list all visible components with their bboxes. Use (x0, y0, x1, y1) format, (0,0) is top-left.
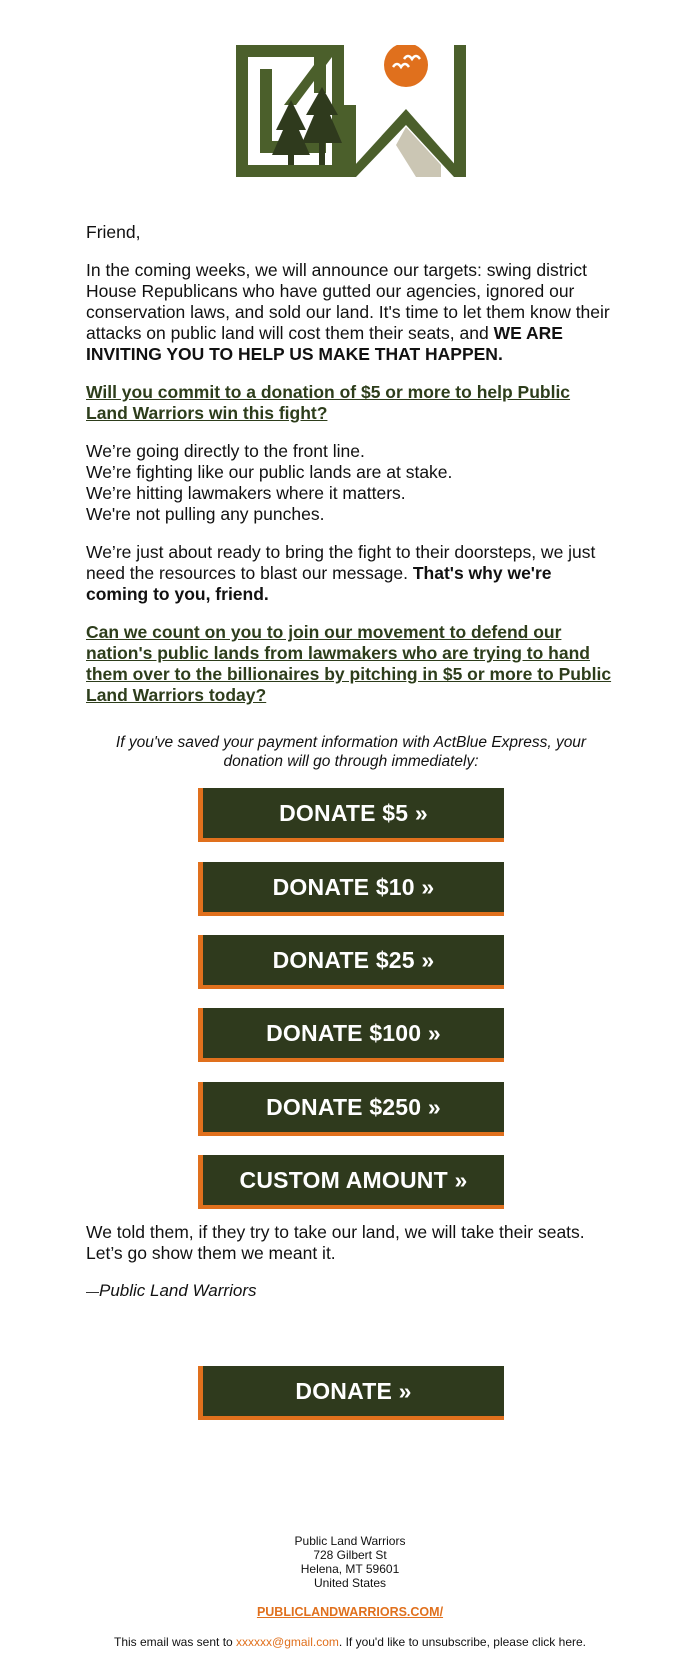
signature-name: Public Land Warriors (99, 1281, 257, 1300)
footer-unsubscribe (0, 1635, 700, 1649)
donate-100-button[interactable]: DONATE $100 » (198, 1008, 504, 1062)
resources-text: We’re just about ready to bring the fight to their doorsteps, we just need the resources to blast our message. (86, 542, 596, 583)
line-1: We’re going directly to the front line. (86, 441, 365, 461)
cta-link-join[interactable]: Can we count on you to join our movement to defend our nation's public lands from lawmakers who are trying to hand them over to the billionaires by pitching in $5 or more to Public Land Warriors today? (86, 622, 612, 705)
greeting: Friend, (86, 222, 141, 242)
public-land-warriors-logo (236, 45, 466, 177)
footer-city: Helena, MT 59601 (300, 1562, 400, 1576)
signature (86, 1280, 616, 1302)
unsubscribe-text[interactable]: . If you'd like to unsubscribe, please click here. (338, 1635, 586, 1649)
fight-lines (86, 441, 616, 525)
footer-street: 728 Gilbert St (313, 1548, 387, 1562)
sent-prefix: This email was sent to (113, 1635, 237, 1649)
footer-address (0, 1534, 700, 1590)
resources-paragraph (86, 542, 616, 605)
donate-250-button[interactable]: DONATE $250 » (198, 1082, 504, 1136)
closing-section (86, 1222, 616, 1318)
intro-bold: WE ARE INVITING YOU TO HELP US MAKE THAT HAPPEN. (86, 323, 563, 364)
email-body (86, 222, 616, 723)
closing-text: We told them, if they try to take our land, we will take their seats. Let’s go show them we meant it. (86, 1222, 585, 1263)
website-link[interactable]: PUBLICLANDWARRIORS.COM/ (256, 1605, 444, 1619)
line-4: We're not pulling any punches. (86, 504, 325, 524)
custom-amount-button[interactable]: CUSTOM AMOUNT » (198, 1155, 504, 1209)
footer-website (0, 1605, 700, 1619)
intro-paragraph (86, 260, 616, 365)
footer-org: Public Land Warriors (294, 1534, 406, 1548)
actblue-express-note: If you've saved your payment information with ActBlue Express, your donation will go through immediately: (115, 734, 587, 770)
footer-country: United States (313, 1576, 387, 1590)
recipient-email-link[interactable]: xxxxxx@gmail.com (236, 1635, 339, 1649)
cta-link-commit[interactable]: Will you commit to a donation of $5 or more to help Public Land Warriors win this fight? (86, 382, 571, 423)
signature-dash: — (86, 1284, 99, 1299)
intro-text: In the coming weeks, we will announce our targets: swing district House Republicans who have gutted our agencies, ignored our conservation laws, and sold our land. It's time to let them know their attacks on public land will cost them their seats, and (86, 260, 610, 343)
resources-bold: That's why we're coming to you, friend. (86, 563, 552, 604)
donate-5-button[interactable]: DONATE $5 » (198, 788, 504, 842)
donate-button[interactable]: DONATE » (198, 1366, 504, 1420)
line-2: We’re fighting like our public lands are at stake. (86, 462, 453, 482)
donate-25-button[interactable]: DONATE $25 » (198, 935, 504, 989)
line-3: We’re hitting lawmakers where it matters. (86, 483, 406, 503)
donate-10-button[interactable]: DONATE $10 » (198, 862, 504, 916)
